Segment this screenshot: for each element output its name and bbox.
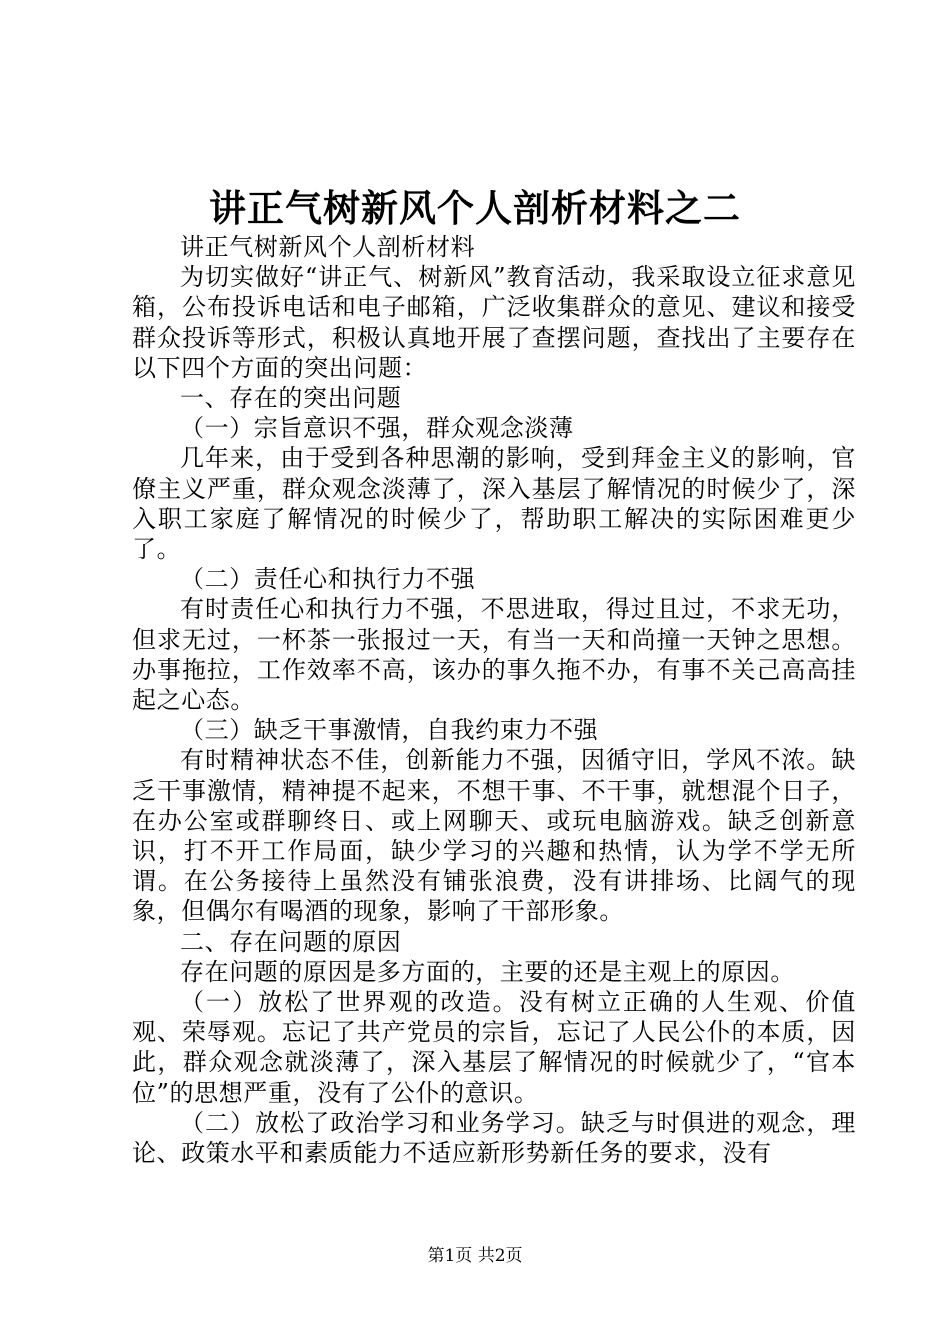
paragraph-3: 有时精神状态不佳，创新能力不强，因循守旧，学风不浓。缺乏干事激情，精神提不起来，不想干事、不干事，就想混个日子，在办公室或群聊终日、或上网聊天、或玩电脑游戏。缺乏创新意识，打不开工作局面，缺少学习的兴趣和热情，认为学不学无所谓。在公务接待上虽然没有铺张浪费，没有讲排场、比阔气的现象，但偶尔有喝酒的现象，影响了干部形象。 — [132, 746, 856, 926]
page-number: 第1页 共2页 — [427, 1246, 523, 1266]
paragraph-cause-1: （一）放松了世界观的改造。没有树立正确的人生观、价值观、荣辱观。忘记了共产党员的宗旨，忘记了人民公仆的本质，因此，群众观念就淡薄了，深入基层了解情况的时候就少了，“官本位”的思想严重，没有了公仆的意识。 — [132, 988, 856, 1107]
paragraph-causes-intro: 存在问题的原因是多方面的，主要的还是主观上的原因。 — [180, 957, 795, 986]
subheading-3: （三）缺乏干事激情，自我约束力不强 — [180, 716, 599, 745]
document-title: 讲正气树新风个人剖析材料之二 — [209, 186, 741, 230]
section-heading-problems: 一、存在的突出问题 — [180, 384, 402, 413]
subheading-2: （二）责任心和执行力不强 — [180, 565, 476, 594]
paragraph-1: 几年来，由于受到各种思潮的影响，受到拜金主义的影响，官僚主义严重，群众观念淡薄了，深入基层了解情况的时候少了，深入职工家庭了解情况的时候少了，帮助职工解决的实际困难更少了。 — [132, 444, 856, 564]
paragraph-intro: 为切实做好“讲正气、树新风”教育活动，我采取设立征求意见箱，公布投诉电话和电子邮箱，广泛收集群众的意见、建议和接受群众投诉等形式，积极认真地开展了查摆问题，查找出了主要存在以下四个方面的突出问题： — [132, 263, 856, 382]
paragraph-2: 有时责任心和执行力不强，不思进取，得过且过，不求无功，但求无过，一杯茶一张报过一天，有当一天和尚撞一天钟之思想。办事拖拉，工作效率不高，该办的事久拖不办，有事不关己高高挂起之心态。 — [132, 595, 856, 715]
paragraph-cause-2: （二）放松了政治学习和业务学习。缺乏与时俱进的观念，理论、政策水平和素质能力不适应新形势新任务的要求，没有 — [132, 1108, 856, 1168]
subheading-1: （一）宗旨意识不强，群众观念淡薄 — [180, 414, 574, 443]
section-heading-causes: 二、存在问题的原因 — [180, 927, 402, 956]
paragraph-subtitle: 讲正气树新风个人剖析材料 — [180, 233, 476, 261]
document-body — [132, 232, 856, 1168]
